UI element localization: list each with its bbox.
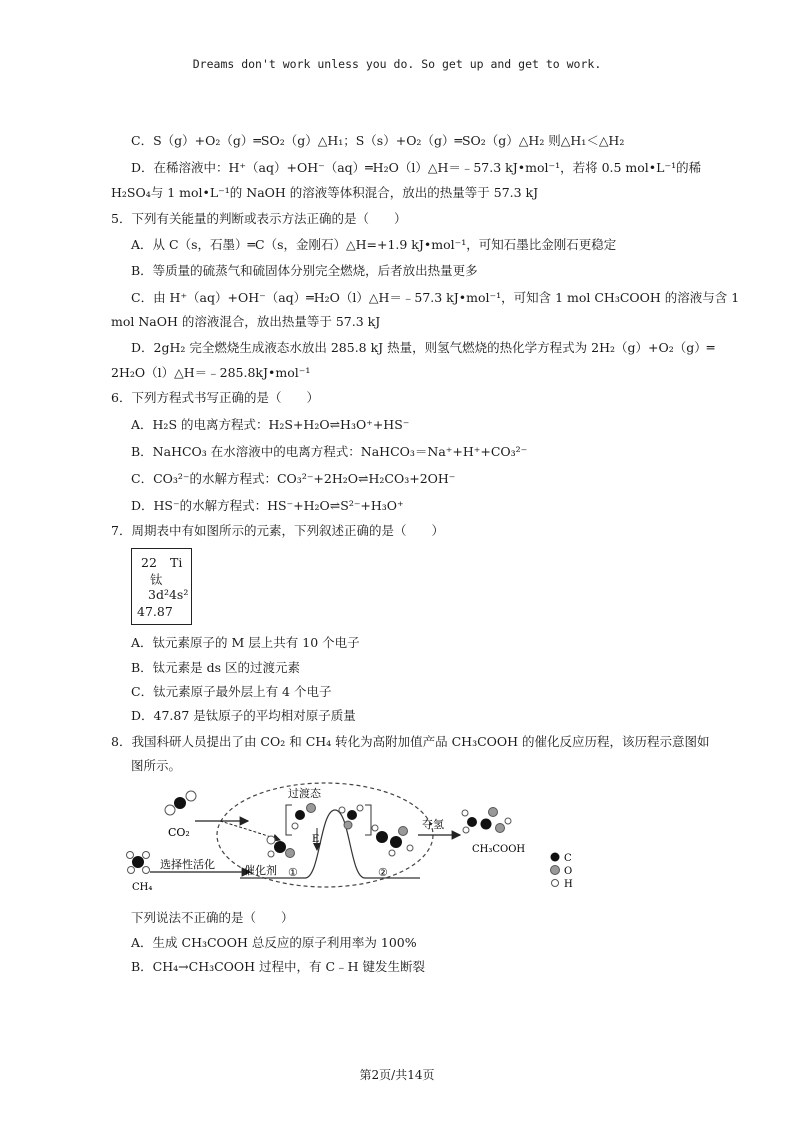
element-number: 22: [141, 555, 157, 570]
ch4-label: CH₄: [132, 882, 153, 893]
q8-sub-stem: 下列说法不正确的是（ ）: [131, 910, 294, 925]
element-name: 钛: [150, 572, 163, 587]
step-2-label: ②: [378, 866, 388, 879]
q6-option-a: A．H₂S 的电离方程式：H₂S+H₂O⇌H₃O⁺+HS⁻: [131, 417, 410, 432]
q8-stem-line2: 图所示。: [131, 758, 182, 773]
q5-option-b: B．等质量的硫蒸气和硫固体分别完全燃烧，后者放出热量更多: [131, 263, 478, 278]
q5-option-a: A．从 C（s，石墨）═C（s，金刚石）△H=+1.9 kJ•mol⁻¹，可知石墨比金刚石更稳定: [131, 237, 617, 252]
intermediate-2-molecule-icon: [372, 825, 413, 856]
q5-option-c-line2: mol NaOH 的溶液混合，放出热量等于 57.3 kJ: [111, 314, 381, 329]
legend-oxygen-dot: [551, 866, 560, 875]
q7-option-c: C．钛元素原子最外层上有 4 个电子: [131, 684, 332, 699]
legend-hydrogen-dot: [552, 880, 559, 887]
page-footer: 第2页/共14页: [359, 1068, 435, 1082]
q8-option-b: B．CH₄→CH₃COOH 过程中，有 C﹣H 键发生断裂: [131, 959, 425, 974]
acetic-acid-molecule-icon: [462, 808, 511, 834]
q6-option-b: B．NaHCO₃ 在水溶液中的电离方程式：NaHCO₃＝Na⁺+H⁺+CO₃²⁻: [131, 444, 528, 459]
q5-stem: 5．下列有关能量的判断或表示方法正确的是（ ）: [111, 211, 407, 226]
ts-bracket-left: [286, 805, 292, 835]
q5-option-c-line1: C．由 H⁺（aq）+OH⁻（aq）═H₂O（l）△H＝﹣57.3 kJ•mol⁻¹，可知含 1 mol CH₃COOH 的溶液与含 1: [131, 290, 740, 305]
element-card-titanium: [131, 548, 192, 625]
reaction-diagram: [120, 780, 600, 900]
q6-option-c: C．CO₃²⁻的水解方程式：CO₃²⁻+2H₂O⇌H₂CO₃+2OH⁻: [131, 471, 456, 486]
co2-molecule-icon: [165, 791, 196, 815]
q4-option-d-line2: H₂SO₄与 1 mol•L⁻¹的 NaOH 的溶液等体积混合，放出的热量等于 57.3 kJ: [111, 185, 539, 200]
q7-option-a: A．钛元素原子的 M 层上共有 10 个电子: [131, 635, 360, 650]
selective-activation-label: 选择性活化: [160, 858, 215, 871]
dehydrogenation-label: 夺氢: [422, 818, 444, 831]
legend-carbon-label: C: [564, 853, 572, 864]
q7-option-b: B．钛元素是 ds 区的过渡元素: [131, 660, 301, 675]
q5-option-d-line2: 2H₂O（l）△H＝﹣285.8kJ•mol⁻¹: [111, 365, 311, 380]
q5-option-d-line1: D．2gH₂ 完全燃烧生成液态水放出 285.8 kJ 热量，则氢气燃烧的热化学方程式为 2H₂（g）+O₂（g）═: [131, 340, 715, 355]
ts-bracket-right: [365, 805, 371, 835]
element-symbol: Ti: [170, 555, 183, 570]
element-config: 3d²4s²: [148, 587, 189, 602]
legend-hydrogen-label: H: [564, 879, 573, 890]
q7-option-d: D．47.87 是钛原子的平均相对原子质量: [131, 708, 356, 723]
legend-carbon-dot: [551, 853, 560, 862]
intermediate-1-molecule-icon: [267, 836, 295, 858]
q4-option-c: C．S（g）+O₂（g）═SO₂（g）△H₁；S（s）+O₂（g）═SO₂（g）△H₂ 则△H₁＜△H₂: [131, 133, 625, 148]
q6-option-d: D．HS⁻的水解方程式：HS⁻+H₂O⇌S²⁻+H₃O⁺: [131, 498, 404, 513]
page-motto: Dreams don't work unless you do. So get up and get to work.: [192, 57, 602, 71]
legend-oxygen-label: O: [564, 866, 573, 877]
q4-option-d-line1: D．在稀溶液中：H⁺（aq）+OH⁻（aq）═H₂O（l）△H＝﹣57.3 kJ•mol⁻¹，若将 0.5 mol•L⁻¹的稀: [131, 160, 702, 175]
catalyst-label: 催化剂: [244, 864, 277, 877]
element-mass: 47.87: [137, 604, 173, 619]
product-label: CH₃COOH: [472, 844, 526, 855]
step-1-label: ①: [288, 866, 298, 879]
q8-stem-line1: 8．我国科研人员提出了由 CO₂ 和 CH₄ 转化为高附加值产品 CH₃COOH 的催化反应历程，该历程示意图如: [111, 734, 710, 749]
q7-stem: 7．周期表中有如图所示的元素，下列叙述正确的是（ ）: [111, 523, 444, 538]
ch4-molecule-icon: [127, 852, 150, 874]
transition-state-label: 过渡态: [288, 787, 321, 800]
co2-label: CO₂: [168, 826, 190, 839]
q6-stem: 6．下列方程式书写正确的是（ ）: [111, 390, 319, 405]
q8-option-a: A．生成 CH₃COOH 总反应的原子利用率为 100%: [131, 935, 417, 950]
ea-label: E: [312, 834, 320, 845]
